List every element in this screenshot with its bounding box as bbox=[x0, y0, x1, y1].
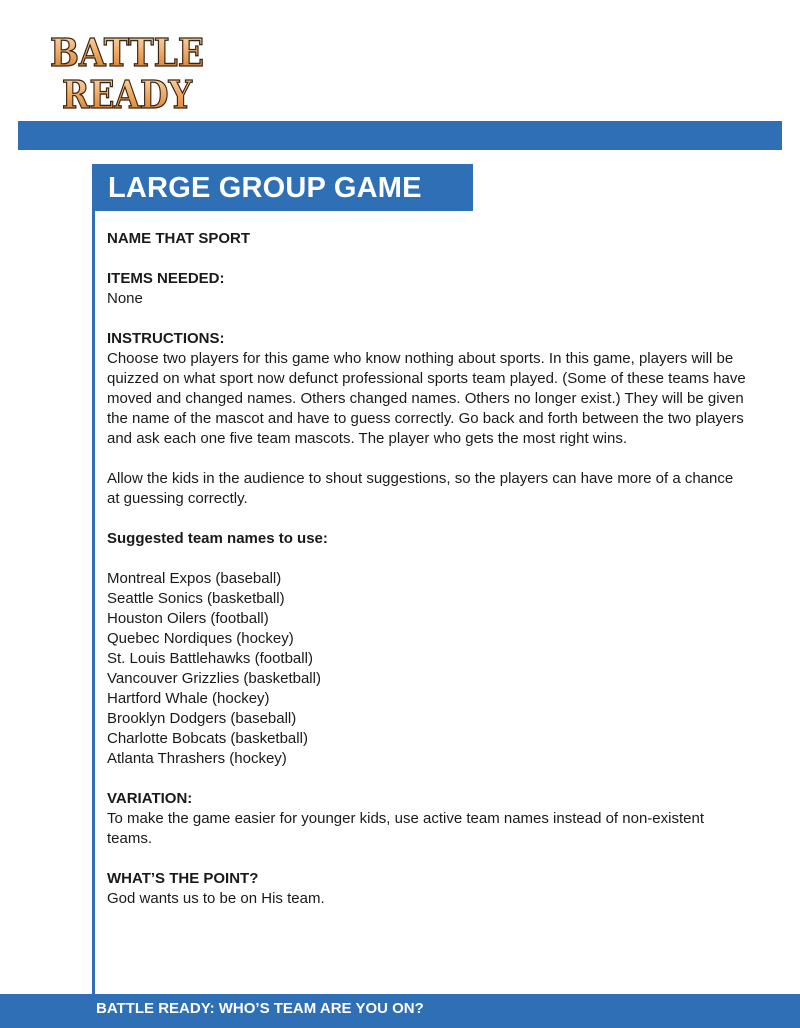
list-item: Vancouver Grizzlies (basketball) bbox=[107, 670, 321, 687]
list-item: Brooklyn Dodgers (baseball) bbox=[107, 710, 297, 727]
list-item: Houston Oilers (football) bbox=[107, 610, 269, 627]
game-title: NAME THAT SPORT bbox=[107, 230, 251, 247]
items-needed-text: None bbox=[107, 290, 143, 307]
left-rule bbox=[92, 164, 95, 1004]
list-item: St. Louis Battlehawks (football) bbox=[107, 650, 313, 667]
list-item: Charlotte Bobcats (basketball) bbox=[107, 730, 308, 747]
list-item: Quebec Nordiques (hockey) bbox=[107, 630, 294, 647]
content bbox=[107, 229, 747, 909]
team-list bbox=[107, 569, 747, 769]
page-heading: LARGE GROUP GAME bbox=[108, 172, 422, 204]
list-item: Montreal Expos (baseball) bbox=[107, 570, 282, 587]
instructions-para-1: Choose two players for this game who know nothing about sports. In this game, players will be quizzed on what sport now defunct professional sports team played. (Some of these teams have moved and changed names. Others changed names. Others no longer exist.) They will be given the name of the mascot and have to guess correctly. Go back and forth between the two players and ask each one five team mascots. The player who gets the most right wins. bbox=[107, 350, 746, 447]
logo-line-2: READY bbox=[62, 72, 193, 112]
list-item: Seattle Sonics (basketball) bbox=[107, 590, 285, 607]
variation-text: To make the game easier for younger kids, use active team names instead of non-existent teams. bbox=[107, 810, 704, 847]
suggested-label: Suggested team names to use: bbox=[107, 530, 328, 547]
point-label: WHAT’S THE POINT? bbox=[107, 870, 259, 887]
list-item: Hartford Whale (hockey) bbox=[107, 690, 270, 707]
list-item: Atlanta Thrashers (hockey) bbox=[107, 750, 287, 767]
instructions-label: INSTRUCTIONS: bbox=[107, 330, 225, 347]
items-needed-label: ITEMS NEEDED: bbox=[107, 270, 225, 287]
instructions-para-2: Allow the kids in the audience to shout suggestions, so the players can have more of a chance at guessing correctly. bbox=[107, 470, 734, 507]
variation-label: VARIATION: bbox=[107, 790, 193, 807]
footer-text: BATTLE READY: WHO’S TEAM ARE YOU ON? bbox=[96, 1000, 424, 1017]
header-bar bbox=[18, 121, 782, 150]
battle-ready-logo bbox=[47, 28, 207, 112]
point-text: God wants us to be on His team. bbox=[107, 890, 325, 907]
logo-line-1: BATTLE bbox=[50, 30, 204, 75]
